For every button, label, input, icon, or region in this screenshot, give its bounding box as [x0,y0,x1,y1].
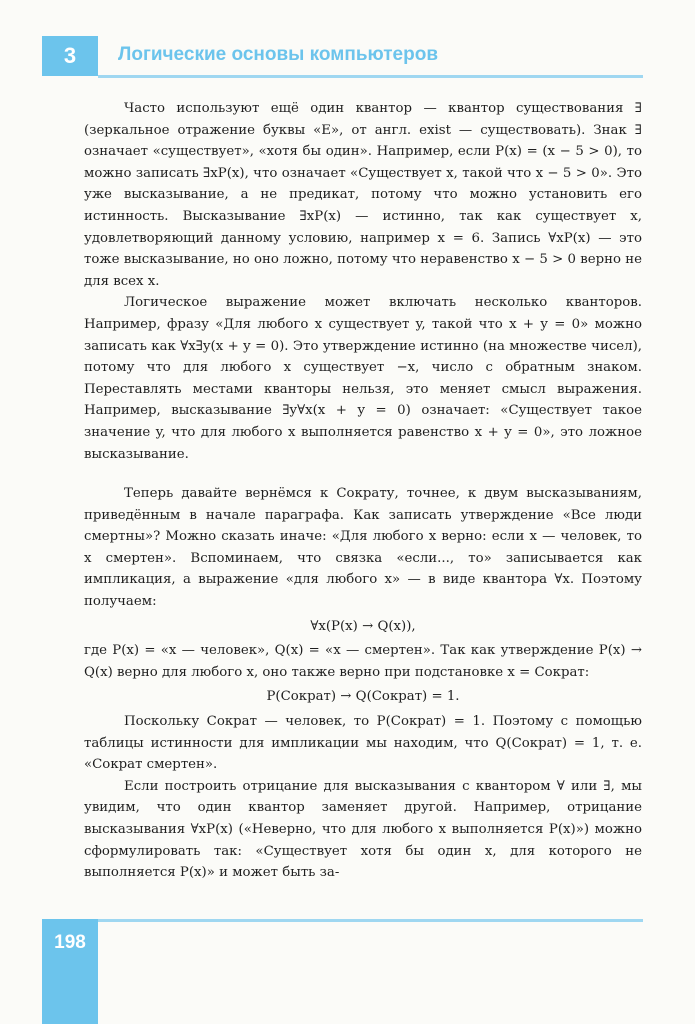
section-gap [84,465,642,483]
paragraph-where: где P(x) = «x — человек», Q(x) = «x — смертен». Так как утверждение P(x) → Q(x) верно для любого x, оно также верно при подстановке x = Сократ: [84,643,642,680]
formula-implication: ∀x(P(x) → Q(x)), [310,618,416,634]
chapter-title: Логические основы компьютеров [118,44,439,65]
paragraph-socrates: Теперь давайте вернёмся к Сократу, точнее, к двум высказываниям, приведённым в начале параграфа. Как записать утверждение «Все люди смертны»? Можно сказать иначе: «Для любого x верно: если x — человек, то x смертен». Вспоминаем, что связка «если..., то» записывается как импликация, а выражение «для любого x» — в виде квантора ∀x. Поэтому получаем: [84,486,642,610]
paragraph-multiple-quantifiers: Логическое выражение может включать несколько кванторов. Например, фразу «Для любого x существует y, такой что x + y = 0» можно записать как ∀x∃y(x + y = 0). Это утверждение истинно (на множестве чисел), потому что для любого x существует −x, число с обратным знаком. Переставлять местами кванторы нельзя, это меняет смысл выражения. Например, высказывание ∃y∀x(x + y = 0) означает: «Существует такое значение y, что для любого x выполняется равенство x + y = 0», это ложное высказывание. [84,295,642,462]
paragraph-existential-quantifier: Часто используют ещё один квантор — квантор существования ∃ (зеркальное отражение буквы «E», от англ. exist — существовать). Знак ∃ означает «существует», «хотя бы один». Например, если P(x) = (x − 5 > 0), то можно записать ∃xP(x), что означает «Существует x, такой что x − 5 > 0». Это уже высказывание, а не предикат, потому что можно установить его истинность. Высказывание ∃xP(x) — истинно, так как существует x, удовлетворяющий данному условию, например x = 6. Запись ∀xP(x) — это тоже высказывание, но оно ложно, потому что неравенство x − 5 > 0 верно не для всех x. [84,101,642,289]
page-body [84,98,642,884]
footer-divider [98,919,643,922]
chapter-number-badge: 3 [42,36,98,76]
page-number: 198 [54,932,86,953]
paragraph-negation: Если построить отрицание для высказывания с квантором ∀ или ∃, мы увидим, что один квантор заменяет другой. Например, отрицание высказывания ∀xP(x) («Неверно, что для любого x выполняется P(x)») можно сформулировать так: «Существует хотя бы один x, для которого не выполняется P(x)» и может быть за- [84,778,642,881]
header-divider [98,75,643,78]
formula-socrates: P(Сократ) → Q(Сократ) = 1. [266,689,460,705]
paragraph-conclusion: Поскольку Сократ — человек, то P(Сократ) = 1. Поэтому с помощью таблицы истинности для импликации мы находим, что Q(Сократ) = 1, т. е. «Сократ смертен». [84,714,642,773]
